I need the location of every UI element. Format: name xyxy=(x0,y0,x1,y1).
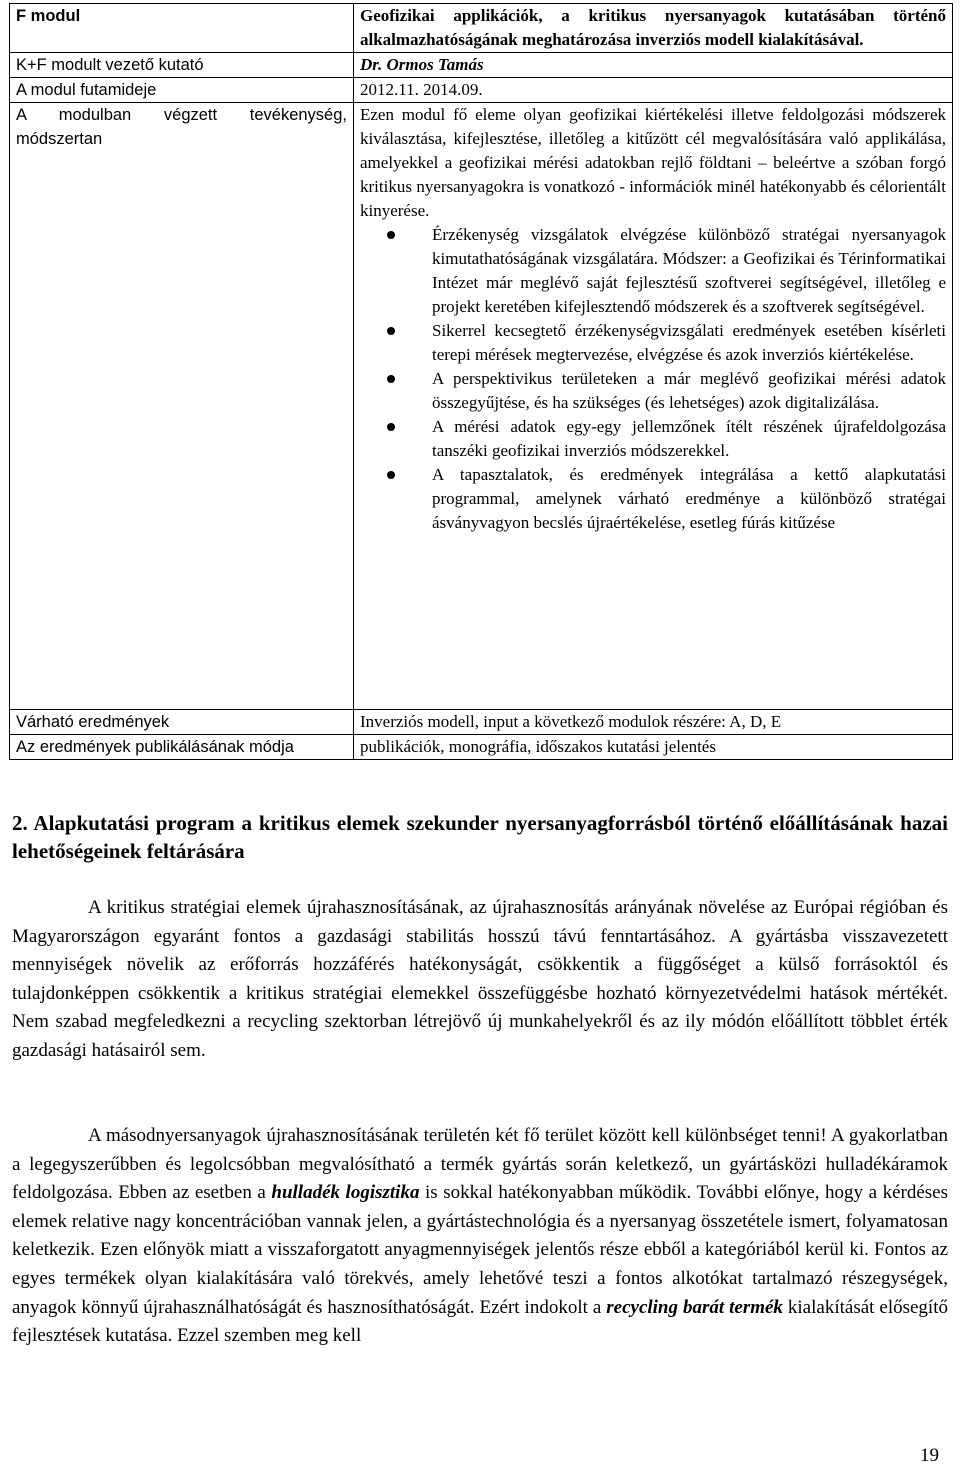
activity-description xyxy=(354,103,953,710)
lead-researcher-name: Dr. Ormos Tamás xyxy=(354,53,953,78)
table-row xyxy=(10,78,953,103)
bullet-icon xyxy=(387,327,395,335)
publication-value: publikációk, monográfia, időszakos kutatási jelentés xyxy=(354,735,953,760)
expected-results-label: Várható eredmények xyxy=(10,710,354,735)
bullet-icon xyxy=(387,471,395,479)
publication-label: Az eredmények publikálásának módja xyxy=(10,735,354,760)
table-row xyxy=(10,53,953,78)
paragraph-1: A kritikus stratégiai elemek újrahasznosításának, az újrahasznosítás arányának növelése az Európai régióban és Magyarországon egyaránt fontos a gazdasági stabilitás hosszú távú fenntartásához. A gyártásba visszavezetett mennyiségek növelik az erőforrás hozzáférés hatékonyságát, csökkentik a függőséget a külső forrásoktól és tulajdonképpen csökkentik a kritikus stratégiai elemekkel összefüggésbe hozható környezetvédelmi hatások mértékét. Nem szabad megfeledkezni a recycling szektorban létrejövő új munkahelyekről és az ily módón előállított többlet érték gazdasági hatásairól sem. xyxy=(12,897,948,1061)
bullet-icon xyxy=(387,231,395,239)
paragraph-2: A másodnyersanyagok újrahasznosításának területén két fő terület között kell különbséget tenni! A gyakorlatban a legegyszerűbben és legolcsóbban megvalósítható a termék gyártás során keletkező, un gyártásközi hulladékáramok feldolgozása. Ebben az esetben a hulladék logisztika is sokkal hatékonyabban működik. További előnye, hogy a kérdéses elemek relative nagy koncentrációban vannak jelen, a gyártástechnológia és a nyersanyag összetétele ismert, folyamatosan keletkezik. Ezen előnyök miatt a visszaforgatott anyagmennyiségek jelentős része ebből a kategóriából kerül ki. Fontos az egyes termékek olyan kialakítására való törekvés, amely lehetővé teszi a fontos alkotókat tartalmazó részegységek, anyagok könnyű újrahasználhatóságát és hasznosíthatóságát. Ezért indokolt a recycling barát termék kialakítását elősegítő fejlesztések kutatása. Ezzel szemben meg kell xyxy=(12,1125,948,1347)
bullet-icon xyxy=(387,423,395,431)
list-item: A perspektivikus területeken a már meglévő geofizikai mérési adatok összegyűjtése, és ha szükséges (és lehetséges) azok digitalizálása. xyxy=(360,367,946,415)
table-row xyxy=(10,735,953,760)
activity-label-line1: A modulban végzett tevékenység, xyxy=(16,106,347,124)
list-item: A mérési adatok egy-egy jellemzőnek ítélt részének újrafeldolgozása tanszéki geofizikai inverziós módszerekkel. xyxy=(360,415,946,463)
list-item: Érzékenység vizsgálatok elvégzése különböző stratégai nyersanyagok kimutathatóságának vizsgálatára. Módszer: a Geofizikai és Térinformatikai Intézet már meglévő saját fejlesztésű szoftverei segítségével, illetőleg e projekt keretében kifejlesztendő módszerek és a szoftverek segítségével. xyxy=(360,223,946,319)
table-row xyxy=(10,4,953,53)
module-table xyxy=(9,3,953,760)
table-row xyxy=(10,710,953,735)
duration-value: 2012.11. 2014.09. xyxy=(354,78,953,103)
bullet-icon xyxy=(387,375,395,383)
lead-researcher-label: K+F modult vezető kutató xyxy=(10,53,354,78)
activity-intro: Ezen modul fő eleme olyan geofizikai kiértékelési illetve feldolgozási módszerek kiválasztása, kifejlesztése, illetőleg a kitűzött cél megvalósítására való applikálása, amelyekkel a geofizikai mérési adatokban rejlő földtani – beleértve a szóban forgó kritikus nyersanyagokra is vonatkozó - információk minél hatékonyabb és célorientált kinyerése. xyxy=(360,105,946,220)
list-item: Sikerrel kecsegtető érzékenységvizsgálati eredmények esetében kísérleti terepi mérések megtervezése, elvégzése és azok inverziós kiértékelése. xyxy=(360,319,946,367)
emphasis-recycling-barat-termek: recycling barát termék xyxy=(606,1296,783,1318)
emphasis-hulladek-logisztika: hulladék logisztika xyxy=(271,1182,420,1204)
module-label: F modul xyxy=(10,4,354,53)
activity-label-line2: módszertan xyxy=(16,130,103,148)
page-number: 19 xyxy=(920,1445,939,1466)
activity-bullet-list xyxy=(360,223,946,535)
module-title: Geofizikai applikációk, a kritikus nyersanyagok kutatásában történő alkalmazhatóságának meghatározása inverziós modell kialakításával. xyxy=(354,4,953,53)
table-row xyxy=(10,103,953,710)
duration-label: A modul futamideje xyxy=(10,78,354,103)
expected-results-value: Inverziós modell, input a következő modulok részére: A, D, E xyxy=(354,710,953,735)
list-item: A tapasztalatok, és eredmények integrálása a kettő alapkutatási programmal, amelynek várható eredménye a különböző stratégai ásványvagyon becslés újraértékelése, esetleg fúrás kitűzése xyxy=(360,463,946,535)
activity-label xyxy=(10,103,354,710)
section-heading: 2. Alapkutatási program a kritikus elemek szekunder nyersanyagforrásból történő előállításának hazai lehetőségeinek feltárására xyxy=(12,811,948,863)
